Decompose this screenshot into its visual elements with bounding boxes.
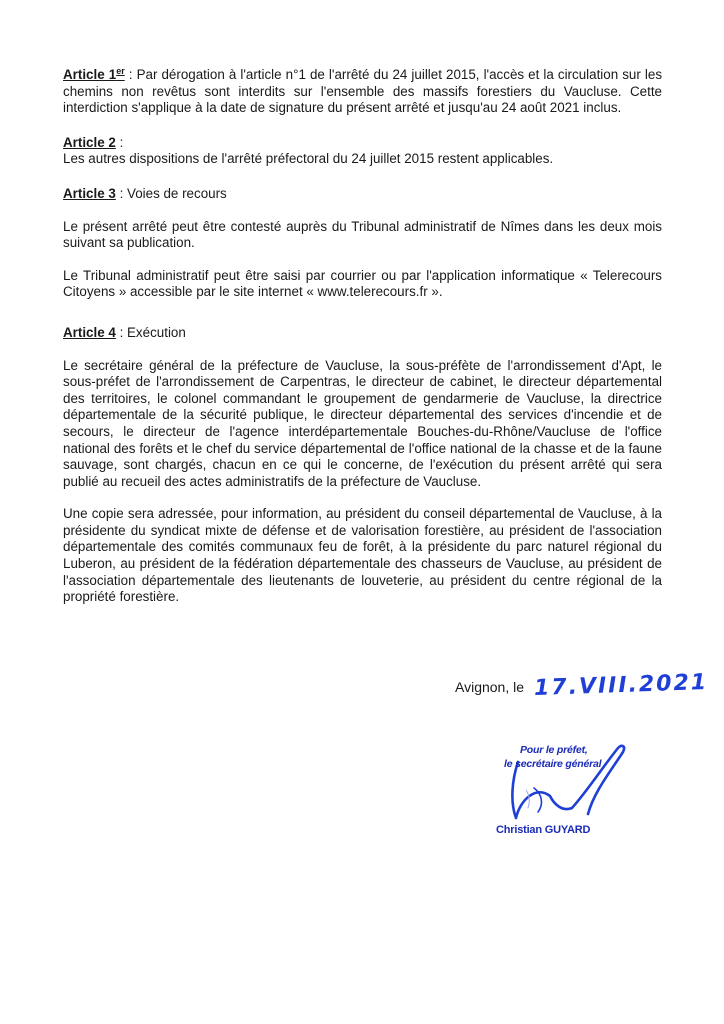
article-2: Article 2 : Les autres dispositions de l'arrêté préfectoral du 24 juillet 2015 restent applicables.	[63, 134, 554, 167]
signer-name: Christian GUYARD	[496, 824, 591, 836]
article-4-heading-line: Article 4 : Exécution	[63, 324, 186, 340]
article-4-heading: Article 4	[63, 324, 116, 340]
article-3-paragraph-1: Le présent arrêté peut être contesté auprès du Tribunal administratif de Nîmes dans les deux mois suivant sa publication.	[63, 218, 662, 251]
article-3-heading-line: Article 3 : Voies de recours	[63, 185, 227, 201]
dateline	[455, 669, 709, 702]
signature-block	[490, 730, 640, 840]
article-2-text: Les autres dispositions de l'arrêté préfectoral du 24 juillet 2015 restent applicables.	[63, 151, 554, 167]
article-1-heading: Article 1er	[63, 66, 125, 82]
stamp-line-1: Pour le préfet,	[520, 744, 588, 756]
article-4-paragraph-1: Le secrétaire général de la préfecture de Vaucluse, la sous-préfète de l'arrondissement d'Apt, le sous-préfet de l'arrondissement de Carpentras, le directeur de cabinet, le directeur départemental des territoires, le colonel commandant le groupement de gendarmerie de Vaucluse, la directrice départementale de la sécurité publique, le directeur départemental des services d'incendie et de secours, le directeur de l'agence interdépartementale Bouches-du-Rhône/Vaucluse de l'office national des forêts et le chef du service départemental de l'office national de la chasse et de la faune sauvage, sont chargés, chacun en ce qui le concerne, de l'exécution du présent arrêté qui sera publié au recueil des actes administratifs de la préfecture de Vaucluse.	[63, 357, 662, 489]
article-3-paragraph-2: Le Tribunal administratif peut être saisi par courrier ou par l'application informatique « Telerecours Citoyens » accessible par le site internet « www.telerecours.fr ».	[63, 267, 662, 300]
article-1: Article 1er : Par dérogation à l'article n°1 de l'arrêté du 24 juillet 2015, l'accès et la circulation sur les chemins non revêtus sont interdits sur l'ensemble des massifs forestiers du Vaucluse. Cette interdiction s'applique à la date de signature du présent arrêté et jusqu'au 24 août 2021 inclus.	[63, 66, 663, 116]
article-1-text: Par dérogation à l'article n°1 de l'arrêté du 24 juillet 2015, l'accès et la circulation sur les chemins non revêtus sont interdits sur l'ensemble des massifs forestiers du Vaucluse. Cette interdiction s'applique à la date de signature du présent arrêté et jusqu'au 24 août 2021 inclus.	[63, 67, 663, 116]
stamp-line-2: le secrétaire général	[504, 758, 602, 770]
handwritten-date: 17.VIII.2021	[533, 669, 709, 702]
article-4-paragraph-2: Une copie sera adressée, pour information, au président du conseil départemental de Vaucluse, à la présidente du syndicat mixte de défense et de valorisation forestière, au président de l'association départementale des comités communaux feu de forêt, à la présidente du parc naturel régional du Luberon, au président de la fédération départementale des chasseurs de Vaucluse, au président de l'association départementale des lieutenants de louveterie, au président du centre régional de la propriété forestière.	[63, 506, 662, 605]
place-prefix: Avignon, le	[455, 679, 525, 695]
article-2-heading: Article 2	[63, 134, 116, 150]
article-3-heading: Article 3	[63, 185, 116, 201]
